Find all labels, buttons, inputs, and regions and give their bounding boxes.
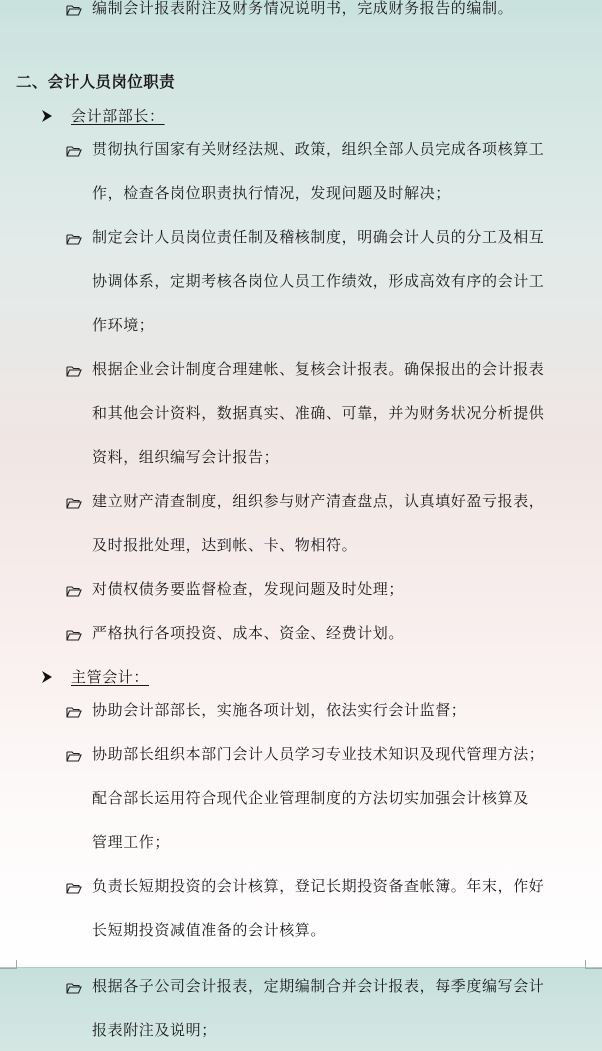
role-label-chief-accountant: 主管会计： [71, 668, 150, 686]
folder-bullet-icon [66, 750, 82, 762]
page-corner-mark-right [585, 960, 602, 969]
section-heading: 二、会计人员岗位职责 [16, 73, 176, 91]
duty-item-line: 报表附注及说明； [92, 1021, 217, 1039]
duty-item-line: 严格执行各项投资、成本、资金、经费计划。 [92, 624, 405, 642]
page-corner-mark-left [0, 960, 17, 969]
folder-bullet-icon [66, 4, 82, 16]
folder-bullet-icon [66, 145, 82, 157]
folder-bullet-icon [66, 882, 82, 894]
folder-bullet-icon [66, 982, 82, 994]
folder-bullet-icon [66, 629, 82, 641]
duty-item-line: 资料，组织编写会计报告； [92, 448, 280, 466]
arrow-bullet-icon [40, 670, 54, 684]
duty-item-line: 根据企业会计制度合理建帐、复核会计报表。确保报出的会计报表 [92, 360, 545, 378]
duty-item-line: 长短期投资减值准备的会计核算。 [92, 921, 327, 939]
duty-item-line: 根据各子公司会计报表，定期编制合并会计报表，每季度编写会计 [92, 977, 545, 995]
duty-item-line: 作，检查各岗位职责执行情况，发现问题及时解决； [92, 184, 451, 202]
folder-bullet-icon [66, 233, 82, 245]
duty-item-line: 协调体系，定期考核各岗位人员工作绩效，形成高效有序的会计工 [92, 272, 545, 290]
duty-item-line: 及时报批处理，达到帐、卡、物相符。 [92, 536, 358, 554]
folder-bullet-icon [66, 365, 82, 377]
duty-item-line: 制定会计人员岗位责任制及稽核制度，明确会计人员的分工及相互 [92, 228, 545, 246]
duty-item-line: 配合部长运用符合现代企业管理制度的方法切实加强会计核算及 [92, 789, 529, 807]
duty-item-line: 协助会计部部长，实施各项计划，依法实行会计监督； [92, 701, 467, 719]
duty-item-line: 建立财产清查制度，组织参与财产清查盘点，认真填好盈亏报表， [92, 492, 545, 510]
duty-item-line: 贯彻执行国家有关财经法规、政策，组织全部人员完成各项核算工 [92, 140, 545, 158]
page-break [0, 967, 602, 968]
role-label-department-head: 会计部部长： [71, 107, 165, 125]
folder-bullet-icon [66, 706, 82, 718]
duty-item-line: 和其他会计资料，数据真实、准确、可靠，并为财务状况分析提供 [92, 404, 545, 422]
duty-item-line: 对债权债务要监督检查，发现问题及时处理； [92, 580, 405, 598]
duty-item-line: 管理工作； [92, 833, 171, 851]
arrow-bullet-icon [40, 109, 54, 123]
folder-bullet-icon [66, 497, 82, 509]
folder-bullet-icon [66, 585, 82, 597]
top-item-text: 编制会计报表附注及财务情况说明书，完成财务报告的编制。 [92, 0, 514, 17]
duty-item-line: 负责长短期投资的会计核算，登记长期投资备查帐簿。年末，作好 [92, 877, 545, 895]
duty-item-line: 协助部长组织本部门会计人员学习专业技术知识及现代管理方法； [92, 745, 545, 763]
duty-item-line: 作环境； [92, 316, 155, 334]
